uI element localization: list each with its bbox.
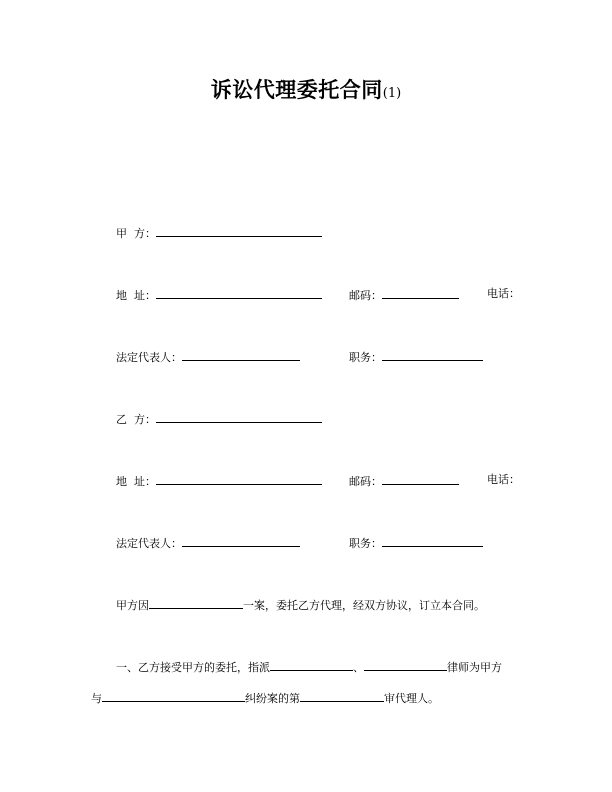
party-a-legal-rep-field[interactable] [182, 349, 300, 361]
preamble-prefix: 甲方因 [116, 599, 149, 612]
preamble-line [116, 597, 485, 613]
clause-1-separator: 、 [353, 661, 364, 674]
title-suffix: (1) [382, 86, 402, 101]
party-b-legal-rep-label: 法定代表人： [116, 537, 182, 550]
clause-1-line2-middle: 纠纷案的第 [245, 692, 300, 705]
party-a-postcode-label: 邮码： [349, 289, 382, 302]
clause-1-line-1 [116, 659, 502, 675]
party-b-postcode-label: 邮码： [349, 475, 382, 488]
party-b-legal-rep-line [116, 535, 300, 551]
opposing-party-field[interactable] [102, 690, 245, 702]
clause-1-line2-prefix: 与 [91, 692, 102, 705]
party-b-phone-line [487, 473, 520, 487]
party-b-line [116, 411, 322, 427]
party-a-legal-rep-line [116, 349, 300, 365]
case-name-field[interactable] [149, 597, 243, 609]
party-a-position-line [349, 349, 483, 365]
party-a-address-field[interactable] [156, 287, 322, 299]
party-b-postcode-field[interactable] [382, 473, 459, 485]
party-a-line [116, 225, 322, 241]
clause-1-line2-suffix: 审代理人。 [384, 692, 439, 705]
party-b-position-line [349, 535, 483, 551]
party-a-postcode-line [349, 287, 459, 303]
party-b-address-field[interactable] [156, 473, 322, 485]
party-a-address-line [116, 287, 322, 303]
party-a-position-field[interactable] [382, 349, 483, 361]
party-b-address-line [116, 473, 322, 489]
party-b-legal-rep-field[interactable] [182, 535, 300, 547]
party-b-address-label: 地 址： [116, 475, 156, 488]
party-a-name-field[interactable] [156, 225, 322, 237]
party-b-position-label: 职务： [349, 537, 382, 550]
party-b-phone-label: 电话： [487, 473, 520, 486]
party-a-phone-label: 电话： [487, 287, 520, 300]
party-a-legal-rep-label: 法定代表人： [116, 351, 182, 364]
party-a-phone-line [487, 287, 520, 301]
party-b-postcode-line [349, 473, 459, 489]
clause-1-prefix: 一、乙方接受甲方的委托，指派 [116, 661, 270, 674]
party-b-name-field[interactable] [156, 411, 322, 423]
party-a-postcode-field[interactable] [382, 287, 459, 299]
party-a-position-label: 职务： [349, 351, 382, 364]
party-a-label: 甲 方： [116, 227, 156, 240]
clause-1-suffix: 律师为甲方 [447, 661, 502, 674]
clause-1-line-2 [91, 690, 439, 706]
party-b-position-field[interactable] [382, 535, 483, 547]
contract-title [0, 74, 612, 104]
lawyer-1-field[interactable] [270, 659, 353, 671]
preamble-suffix: 一案，委托乙方代理，经双方协议，订立本合同。 [243, 599, 485, 612]
trial-instance-field[interactable] [300, 690, 384, 702]
lawyer-2-field[interactable] [364, 659, 447, 671]
party-b-label: 乙 方： [116, 413, 156, 426]
party-a-address-label: 地 址： [116, 289, 156, 302]
title-text: 诉讼代理委托合同 [210, 78, 383, 102]
